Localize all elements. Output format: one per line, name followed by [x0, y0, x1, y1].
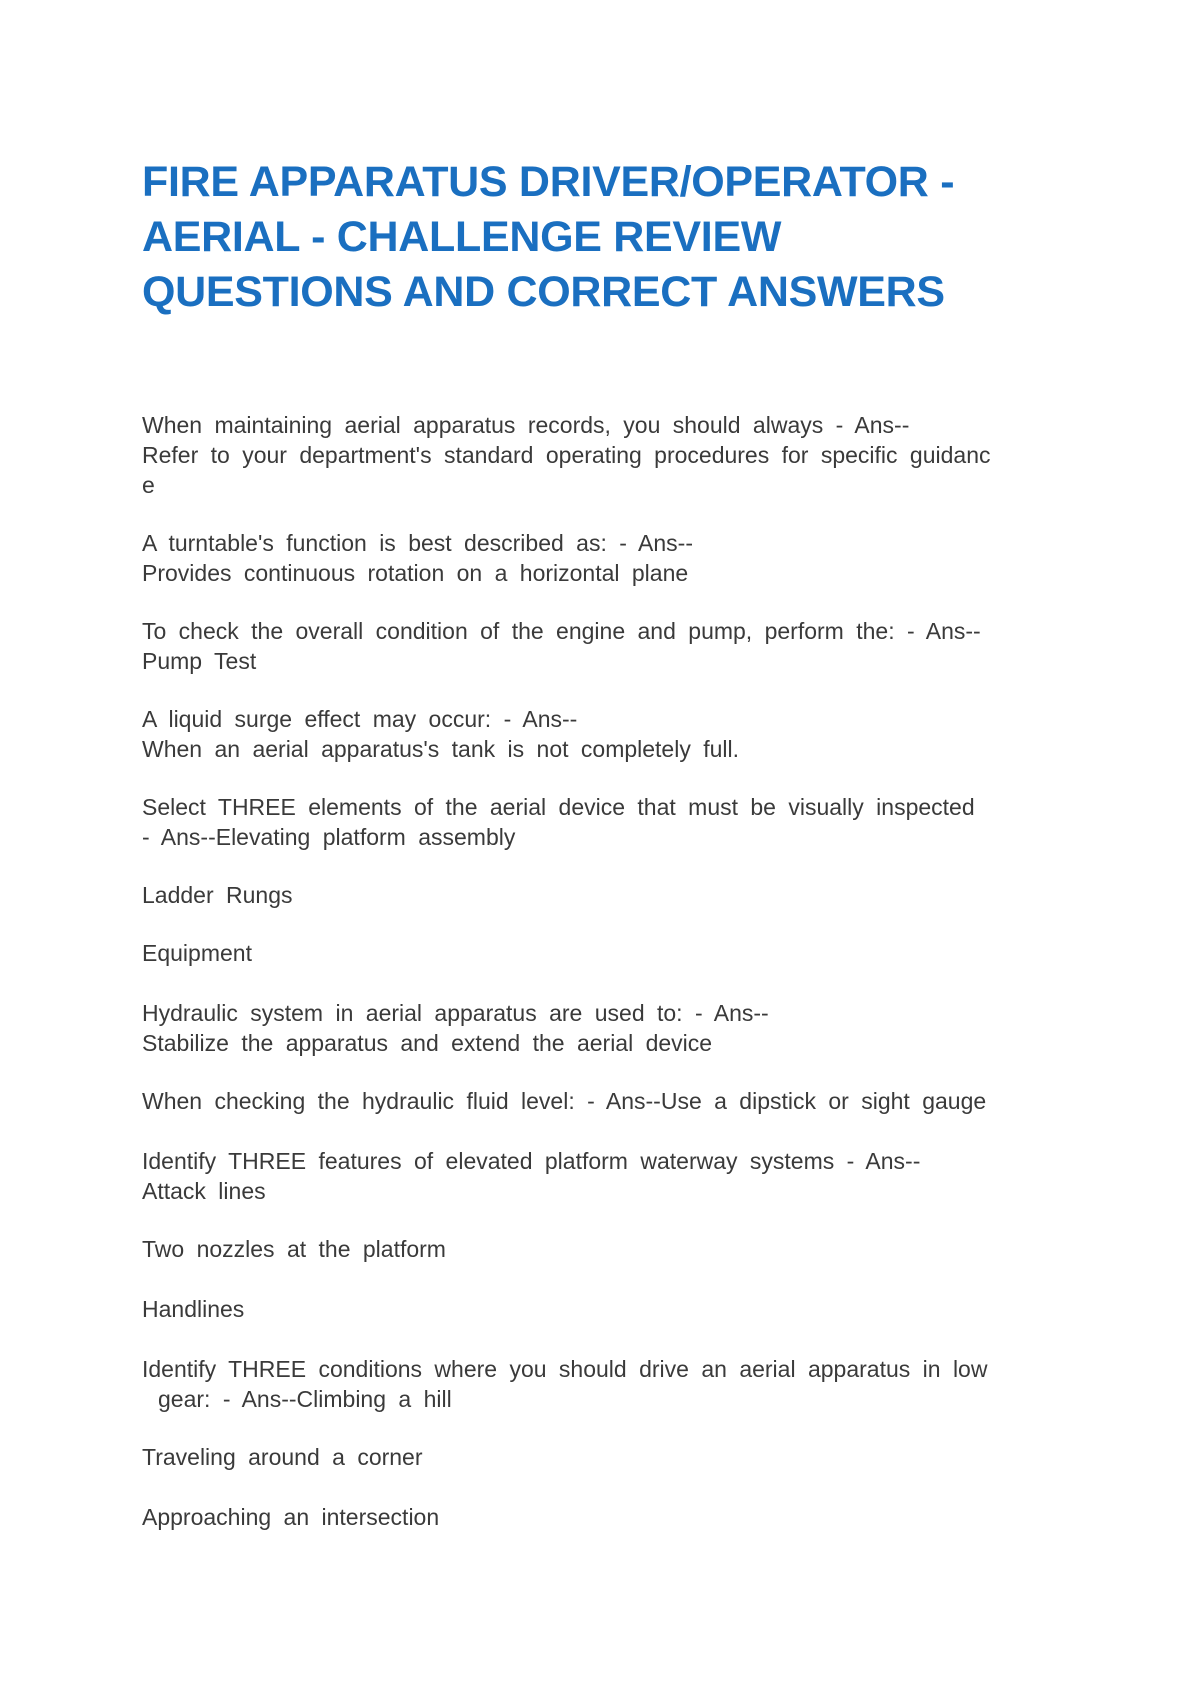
qa-line: Hydraulic system in aerial apparatus are used to: - Ans--	[142, 1000, 769, 1026]
qa-line: A turntable's function is best described as: - Ans--	[142, 530, 693, 556]
qa-line: When checking the hydraulic fluid level: - Ans--Use a dipstick or sight gauge	[142, 1088, 987, 1114]
title-line: QUESTIONS AND CORRECT ANSWERS	[142, 268, 945, 316]
qa-line: Traveling around a corner	[142, 1444, 423, 1470]
qa-line: Identify THREE conditions where you should drive an aerial apparatus in low	[142, 1356, 988, 1382]
qa-line: Provides continuous rotation on a horizontal plane	[142, 560, 689, 586]
qa-item	[142, 1442, 1062, 1472]
qa-item	[142, 1086, 1062, 1116]
qa-item	[142, 792, 1062, 852]
qa-line: Refer to your department's standard operating procedures for specific guidanc	[142, 442, 991, 468]
qa-item	[142, 998, 1062, 1058]
qa-line: Identify THREE features of elevated platform waterway systems - Ans--	[142, 1148, 921, 1174]
qa-line: Attack lines	[142, 1178, 266, 1204]
qa-item	[142, 704, 1062, 764]
qa-line: gear: - Ans--Climbing a hill	[158, 1386, 452, 1412]
title-line: FIRE APPARATUS DRIVER/OPERATOR -	[142, 158, 955, 206]
qa-item	[142, 528, 1062, 588]
qa-line: To check the overall condition of the engine and pump, perform the: - Ans--	[142, 618, 981, 644]
qa-item	[142, 1294, 1062, 1324]
qa-line: A liquid surge effect may occur: - Ans--	[142, 706, 578, 732]
qa-item	[142, 1234, 1062, 1264]
qa-line: Equipment	[142, 940, 252, 966]
qa-line: Two nozzles at the platform	[142, 1236, 446, 1262]
qa-line: Pump Test	[142, 648, 257, 674]
qa-line: Ladder Rungs	[142, 882, 293, 908]
qa-line: Select THREE elements of the aerial device that must be visually inspected	[142, 794, 975, 820]
document-title	[142, 155, 1082, 320]
qa-line: When maintaining aerial apparatus records, you should always - Ans--	[142, 412, 910, 438]
title-line: AERIAL - CHALLENGE REVIEW	[142, 213, 782, 261]
qa-line: e	[142, 472, 155, 498]
qa-item	[142, 1146, 1062, 1206]
qa-line: Handlines	[142, 1296, 245, 1322]
qa-line: Approaching an intersection	[142, 1504, 440, 1530]
qa-item	[142, 616, 1062, 676]
qa-line: Stabilize the apparatus and extend the aerial device	[142, 1030, 713, 1056]
qa-line: - Ans--Elevating platform assembly	[142, 824, 516, 850]
qa-item	[142, 880, 1062, 910]
qa-item	[142, 938, 1062, 968]
qa-item	[142, 410, 1062, 500]
qa-item	[142, 1502, 1062, 1532]
qa-line: When an aerial apparatus's tank is not completely full.	[142, 736, 740, 762]
qa-item	[142, 1354, 1062, 1414]
